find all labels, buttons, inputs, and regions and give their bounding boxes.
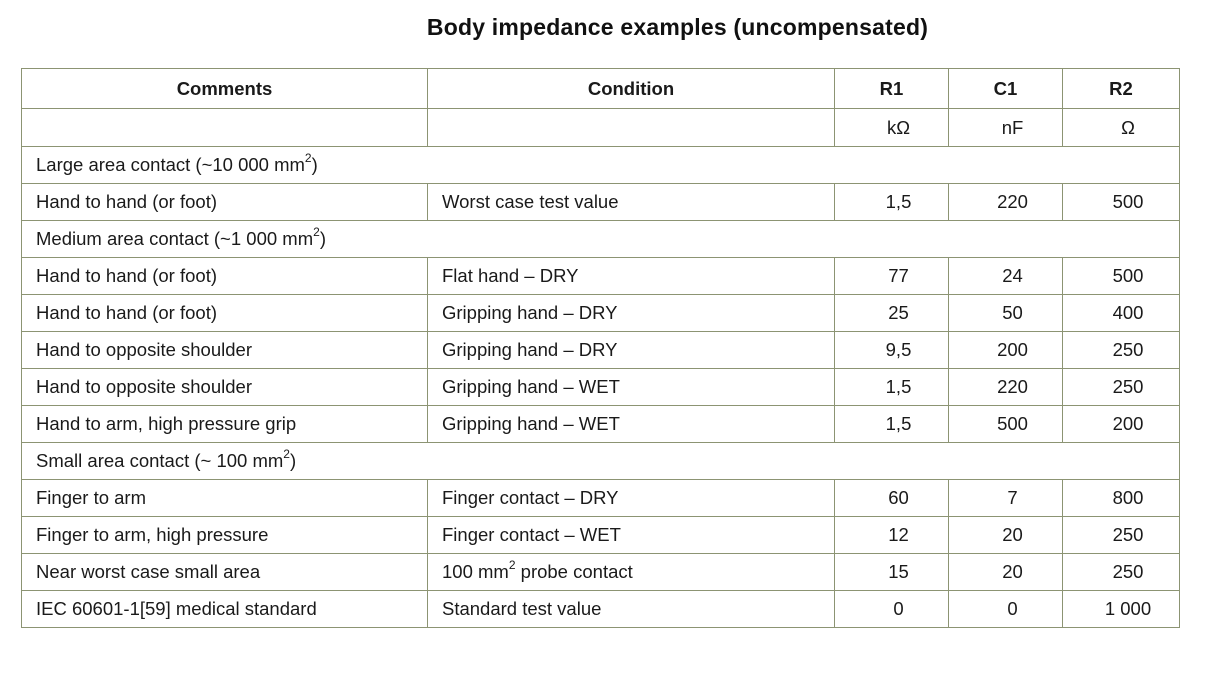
cell-condition: Worst case test value	[428, 184, 835, 221]
cell-r2: 200	[1063, 406, 1180, 443]
cell-r2: 250	[1063, 554, 1180, 591]
cell-condition: Finger contact – WET	[428, 517, 835, 554]
cell-r1: 1,5	[835, 406, 949, 443]
cell-r1: 15	[835, 554, 949, 591]
section-row	[22, 443, 1180, 480]
header-row	[22, 69, 1180, 109]
text-pre: Medium area contact (~1 000 mm	[36, 228, 314, 249]
section-label	[22, 147, 1180, 184]
table-body	[22, 147, 1180, 628]
unit-r1: kΩ	[835, 109, 949, 147]
unit-r2: Ω	[1063, 109, 1180, 147]
header-c1: C1	[949, 69, 1063, 109]
cell-r1: 9,5	[835, 332, 949, 369]
table-row	[22, 517, 1180, 554]
text-post: probe contact	[515, 561, 633, 582]
section-row	[22, 147, 1180, 184]
superscript: 2	[313, 225, 320, 239]
cell-r2: 500	[1063, 258, 1180, 295]
cell-r2: 1 000	[1063, 591, 1180, 628]
cell-comment: Finger to arm	[22, 480, 428, 517]
cell-r1: 1,5	[835, 369, 949, 406]
text-post: )	[319, 228, 326, 249]
cell-r2: 250	[1063, 369, 1180, 406]
superscript: 2	[508, 558, 516, 572]
table-row	[22, 591, 1180, 628]
superscript: 2	[283, 447, 290, 461]
cell-c1: 20	[949, 554, 1063, 591]
cell-c1: 20	[949, 517, 1063, 554]
cell-r2: 250	[1063, 517, 1180, 554]
cell-c1: 0	[949, 591, 1063, 628]
cell-c1: 200	[949, 332, 1063, 369]
header-condition: Condition	[428, 69, 835, 109]
header-r2: R2	[1063, 69, 1180, 109]
table-row	[22, 258, 1180, 295]
cell-c1: 7	[949, 480, 1063, 517]
cell-c1: 500	[949, 406, 1063, 443]
cell-condition: Gripping hand – WET	[428, 369, 835, 406]
cell-r1: 25	[835, 295, 949, 332]
cell-r1: 60	[835, 480, 949, 517]
text-pre: Small area contact (~ 100 mm	[36, 450, 284, 471]
cell-r1: 12	[835, 517, 949, 554]
cell-comment: Hand to hand (or foot)	[22, 295, 428, 332]
table-row	[22, 406, 1180, 443]
unit-c1: nF	[949, 109, 1063, 147]
cell-condition: Standard test value	[428, 591, 835, 628]
cell-comment: Hand to opposite shoulder	[22, 369, 428, 406]
table-row	[22, 480, 1180, 517]
table-row	[22, 295, 1180, 332]
cell-r1: 77	[835, 258, 949, 295]
table-title: Body impedance examples (uncompensated)	[426, 14, 929, 40]
text-post: )	[311, 154, 318, 175]
cell-r2: 400	[1063, 295, 1180, 332]
cell-comment: Finger to arm, high pressure	[22, 517, 428, 554]
cell-c1: 220	[949, 184, 1063, 221]
unit-condition-empty	[428, 109, 835, 147]
table-row	[22, 184, 1180, 221]
cell-condition: Gripping hand – DRY	[428, 295, 835, 332]
section-label	[22, 443, 1180, 480]
table-row	[22, 369, 1180, 406]
cell-condition: Gripping hand – DRY	[428, 332, 835, 369]
cell-comment: IEC 60601-1[59] medical standard	[22, 591, 428, 628]
cell-r2: 800	[1063, 480, 1180, 517]
cell-r1: 0	[835, 591, 949, 628]
cell-r2: 250	[1063, 332, 1180, 369]
text-pre: Large area contact (~10 000 mm	[36, 154, 305, 175]
table-row	[22, 332, 1180, 369]
cell-r2: 500	[1063, 184, 1180, 221]
unit-row	[22, 109, 1180, 147]
cell-condition: Flat hand – DRY	[428, 258, 835, 295]
unit-comments-empty	[22, 109, 428, 147]
cell-c1: 24	[949, 258, 1063, 295]
cell-r1: 1,5	[835, 184, 949, 221]
text-post: )	[289, 450, 297, 471]
cell-comment: Hand to arm, high pressure grip	[22, 406, 428, 443]
cell-condition	[428, 554, 835, 591]
section-row	[22, 221, 1180, 258]
superscript: 2	[304, 151, 312, 165]
cell-c1: 220	[949, 369, 1063, 406]
header-comments: Comments	[22, 69, 428, 109]
table-row	[22, 554, 1180, 591]
cell-comment: Hand to opposite shoulder	[22, 332, 428, 369]
cell-comment: Hand to hand (or foot)	[22, 184, 428, 221]
section-label	[22, 221, 1180, 258]
cell-condition: Finger contact – DRY	[428, 480, 835, 517]
text-pre: 100 mm	[442, 561, 509, 582]
cell-c1: 50	[949, 295, 1063, 332]
header-r1: R1	[835, 69, 949, 109]
cell-comment: Near worst case small area	[22, 554, 428, 591]
body-impedance-table	[21, 68, 1180, 628]
cell-comment: Hand to hand (or foot)	[22, 258, 428, 295]
cell-condition: Gripping hand – WET	[428, 406, 835, 443]
